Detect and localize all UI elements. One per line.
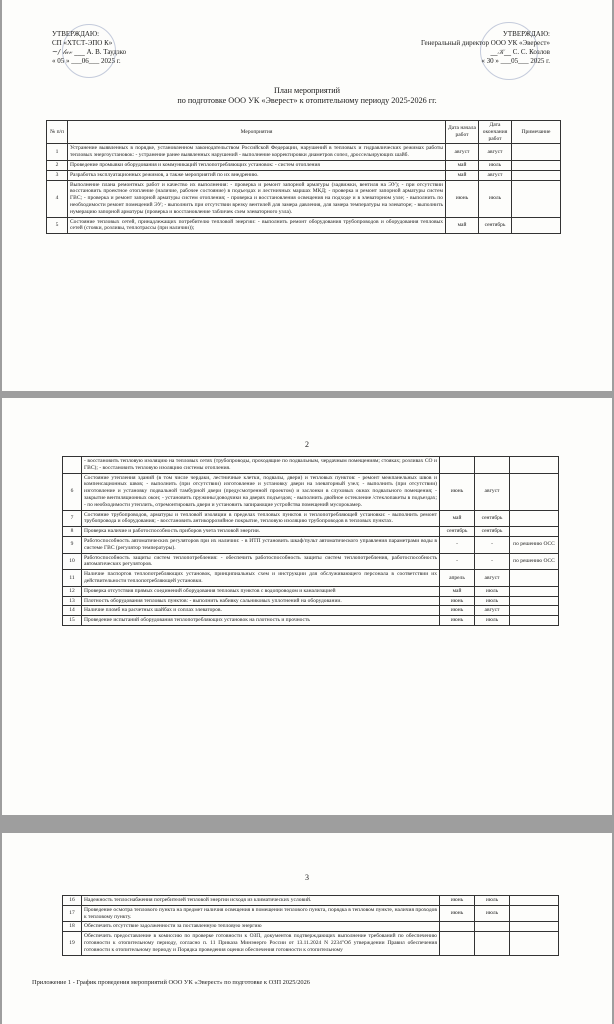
row-start-date: июнь (440, 616, 475, 626)
row-activity: Проведение промывки оборудования и коммуникаций теплопотребляющих установок: - систем отопления (68, 160, 446, 170)
table-header-row (47, 121, 561, 144)
row-note (512, 217, 561, 234)
table-row (47, 170, 561, 180)
row-activity: Состояние тепловых сетей, принадлежащих потребителю тепловой энергии: - выполнить ремонт оборудования трубопроводов и оборудования тепловых сетей (стояки, розливы, теплотрассы (при наличии)); (68, 217, 446, 234)
row-start-date: май (446, 170, 479, 180)
row-number (63, 457, 82, 474)
row-end-date: июль (475, 905, 510, 922)
row-activity: Надежность теплоснабжения потребителей тепловой энергии исходя из климатических условий. (82, 896, 440, 906)
row-activity: Наличие пломб на расчетных шайбах и соплах элеваторов. (82, 606, 440, 616)
row-note (510, 586, 559, 596)
row-note (510, 527, 559, 537)
approval-right-date: « 30 » ___05___ 2025 г. (481, 57, 550, 65)
row-start-date: июнь (440, 473, 475, 510)
document-page-2 (2, 398, 612, 815)
row-end-date: сентябрь (479, 217, 512, 234)
page-number: 3 (305, 873, 309, 882)
row-activity: Устранение выявленных в порядке, установленном законодательством Российской Федерации, нарушений в тепловых и гидравлических режимах работы тепловых энергоустановок: - устранение ранее выявленных нарушений - выполнение корректировки диаметров сопел, дроссельирующих шайб. (68, 144, 446, 161)
approval-right-position: Генеральный директор ООО УК «Эверест» (421, 39, 550, 47)
row-activity: Выполнение плана ремонтных работ и качество их выполнения: - проверка и ремонт запорной арматуры (задвижки, вентиля на ЭУ); - при отсутствии восстановить проектное отопление (наличие, рабочее состояние) в подъездах и лестничных маршах МКД; - проверка и ремонт запорной арматуры систем ГВС; - проверка и ремонт запорной арматуры систем отопления; - проверка и восстановления освещения на подходе и в элеваторном узле; - выполнить по необходимости ремонт помещений ЭУ; - выполнить при отсутствии врезку вентилей для замера давления, для замера температуры на элеваторе; - выполнить нумерацию запорной арматуры (проверка и восстановление табличек схем элеваторного узла). (68, 180, 446, 217)
table-row (63, 527, 559, 537)
row-number: 16 (63, 896, 82, 906)
row-end-date: июль (475, 586, 510, 596)
approval-left-date: « 05 » ___06___ 2025 г. (52, 57, 121, 65)
row-start-date: май (446, 160, 479, 170)
row-number: 15 (63, 616, 82, 626)
col-end-header: Дата окончания работ (479, 121, 512, 144)
row-end-date (475, 922, 510, 932)
row-start-date: июнь (440, 606, 475, 616)
approval-right (421, 30, 550, 66)
row-end-date: июль (479, 160, 512, 170)
row-number: 10 (63, 553, 82, 570)
row-end-date: сентябрь (475, 510, 510, 527)
row-note (510, 932, 559, 955)
plan-table-page-2 (62, 456, 559, 626)
row-activity: Обеспечить отсутствие задолженности за поставленную тепловую энергию (82, 922, 440, 932)
row-number: 12 (63, 586, 82, 596)
table-row (63, 457, 559, 474)
row-end-date: август (475, 606, 510, 616)
approval-right-signature-line (421, 48, 550, 57)
table-row (63, 932, 559, 955)
row-start-date: май (440, 510, 475, 527)
title-line-1: План мероприятий (273, 86, 341, 95)
row-start-date: июнь (446, 180, 479, 217)
row-activity: Проведение осмотра теплового пункта на предмет наличия освещения в помещении теплового пункта, порядка в тепловом пункте, наличия проходов к тепловому пункту. (82, 905, 440, 922)
table-row (63, 510, 559, 527)
table-row (63, 570, 559, 587)
row-note (510, 616, 559, 626)
row-activity: Проверка отсутствия прямых соединений оборудования тепловых пунктов с водопроводом и канализацией (82, 586, 440, 596)
row-end-date: - (475, 553, 510, 570)
row-note (512, 180, 561, 217)
row-start-date: июнь (440, 596, 475, 606)
row-activity: Состояние утепления зданий (в том числе чердаки, лестничные клетки, подвалы, двери) и тепловых пунктов: - ремонт межпанельных швов и компенсационных швов; - выполнить (при отсутствии) изготовление и установку двери на элеваторный узел; - выполнить (при отсутствии) изготовление и установку подвальной тамбурной двери (предусмотренной проектом) и заслонки в слуховых окнах подвального помещения; - закрытие вентиляционных окон; - установить пружины/доводчики на дверях подъездов; - выполнить двойное остекление /стеклопакеты в подъездах; - по необходимости утеплить, отремонтировать двери и установить запирающие устройства помещений мусорокамер. (82, 473, 440, 510)
row-number: 17 (63, 905, 82, 922)
row-activity: Работоспособность автоматических регуляторов при их наличии: - в ИТП установить шкаф/пульт автоматического управления параметрами воды в системе ГВС (регулятор температуры). (82, 536, 440, 553)
row-start-date: август (446, 144, 479, 161)
title-line-2: по подготовке ООО УК «Эверест» к отопительному периоду 2025-2026 гг. (177, 96, 437, 105)
col-note-header: Примечание (512, 121, 561, 144)
page-number: 2 (305, 440, 309, 449)
row-number: 1 (47, 144, 68, 161)
approval-left-signer: А. В. Таудзко (86, 48, 127, 56)
row-number: 9 (63, 536, 82, 553)
row-end-date (475, 457, 510, 474)
row-number: 11 (63, 570, 82, 587)
row-number: 6 (63, 473, 82, 510)
row-end-date: сентябрь (475, 527, 510, 537)
row-activity: - восстановить тепловую изоляцию на тепловых сетях (трубопроводы, проходящие по подвальным, чердачным помещениям; стояках; розливах СО и ГВС); - восстановить тепловую изоляцию системы отопления. (82, 457, 440, 474)
appendix-caption: Приложение 1 - График проведения мероприятий ООО УК «Эверест» по подготовке к ОЗП 2025/2026 (32, 979, 310, 986)
document-page-3 (2, 833, 612, 1024)
row-start-date: сентябрь (440, 527, 475, 537)
row-note: по решению ОСС (510, 553, 559, 570)
row-end-date (475, 932, 510, 955)
row-end-date: август (479, 170, 512, 180)
document-title (2, 86, 612, 106)
row-note (512, 160, 561, 170)
row-activity: Проверка наличие и работоспособность приборов учета тепловой энергии. (82, 527, 440, 537)
table-row (47, 217, 561, 234)
row-start-date: - (440, 536, 475, 553)
row-note (510, 905, 559, 922)
row-number: 5 (47, 217, 68, 234)
row-start-date (440, 922, 475, 932)
col-num-header: № п/п (47, 121, 68, 144)
row-note (510, 896, 559, 906)
row-note (510, 606, 559, 616)
row-end-date: июль (475, 596, 510, 606)
table-row (63, 473, 559, 510)
approval-right-signer: С. С. Козлов (512, 48, 550, 56)
row-end-date: июль (475, 896, 510, 906)
table-row (63, 896, 559, 906)
row-start-date: - (440, 553, 475, 570)
row-number: 14 (63, 606, 82, 616)
row-number: 4 (47, 180, 68, 217)
row-number: 18 (63, 922, 82, 932)
row-number: 13 (63, 596, 82, 606)
plan-table-page-1 (46, 120, 561, 234)
row-note (512, 170, 561, 180)
approval-left-heading: УТВЕРЖДАЮ: (52, 30, 100, 38)
row-note (512, 144, 561, 161)
table-row (63, 536, 559, 553)
row-number: 19 (63, 932, 82, 955)
row-note (510, 596, 559, 606)
row-note (510, 473, 559, 510)
row-note: по решению ОСС (510, 536, 559, 553)
row-note (510, 510, 559, 527)
row-start-date (440, 932, 475, 955)
row-activity: Плотность оборудования тепловых пунктов: - выполнить набивку сальниковых уплотнений на оборудовании. (82, 596, 440, 606)
table-row (63, 596, 559, 606)
row-number: 3 (47, 170, 68, 180)
row-start-date: апрель (440, 570, 475, 587)
approval-left-signature-line (52, 48, 126, 57)
row-activity: Наличие паспортов теплопотребляющих установок, принципиальных схем и инструкции для обслуживающего персонала в соответствии их действительности теплопотребляющей установки. (82, 570, 440, 587)
approval-right-heading: УТВЕРЖДАЮ: (502, 30, 550, 38)
approval-left-org: СП «ХТСТ-ЭПО К» (52, 39, 113, 47)
table-row (63, 586, 559, 596)
table-body-page-3 (63, 896, 559, 956)
row-activity: Состояние трубопроводов, арматуры и тепловой изоляции в пределах тепловых пунктов и теплопотребляющей установки: - выполнить ремонт трубопровода и оборудования; - восстановить антикоррозийное покрытие, тепловую изоляцию трубопроводов в тепловых пунктах. (82, 510, 440, 527)
row-start-date (440, 457, 475, 474)
table-row (47, 160, 561, 170)
row-note (510, 570, 559, 587)
row-activity: Обеспечить предоставление в комиссию по проверке готовности к ОЗП, документов подтверждающих выполнение требований по обеспечению готовности к отопительному периоду, согласно п. 11 Приказа Минэнерго России от 13.11.2024 N 2234"Об утверждении Правил обеспечения готовности к отопительному периоду и Порядка проведения оценки обеспечения готовности к отопительному (82, 932, 440, 955)
table-body-page-2 (63, 457, 559, 626)
table-row (63, 616, 559, 626)
document-page-1 (2, 0, 612, 391)
row-number: 2 (47, 160, 68, 170)
table-row (63, 905, 559, 922)
plan-table-page-3 (62, 895, 559, 956)
row-start-date: май (440, 586, 475, 596)
row-start-date: май (446, 217, 479, 234)
row-end-date: август (479, 144, 512, 161)
table-row (63, 922, 559, 932)
row-start-date: июнь (440, 896, 475, 906)
table-row (63, 606, 559, 616)
row-end-date: август (475, 570, 510, 587)
col-activity-header: Мероприятия (68, 121, 446, 144)
row-number: 7 (63, 510, 82, 527)
row-activity: Работоспособность защиты систем теплопотребления: - обеспечить работоспособность защиты систем теплопотребления, работоспособность автоматических регуляторов. (82, 553, 440, 570)
signature-icon: ~/ 𝓁𝒶𝓋 ___ (52, 48, 85, 56)
row-activity: Проведение испытаний оборудования теплопотребляющих установок на плотность и прочность (82, 616, 440, 626)
row-note (510, 457, 559, 474)
approval-left (52, 30, 126, 66)
row-end-date: - (475, 536, 510, 553)
table-row (63, 553, 559, 570)
row-start-date: июнь (440, 905, 475, 922)
row-note (510, 922, 559, 932)
col-start-header: Дата начала работ (446, 121, 479, 144)
row-activity: Разработка эксплуатационных режимов, а также мероприятий по их внедрению. (68, 170, 446, 180)
row-number: 8 (63, 527, 82, 537)
table-body-page-1 (47, 144, 561, 234)
row-end-date: июль (479, 180, 512, 217)
row-end-date: август (475, 473, 510, 510)
table-row (47, 144, 561, 161)
row-end-date: июль (475, 616, 510, 626)
signature-icon: __𝒦__ (490, 48, 512, 56)
table-row (47, 180, 561, 217)
